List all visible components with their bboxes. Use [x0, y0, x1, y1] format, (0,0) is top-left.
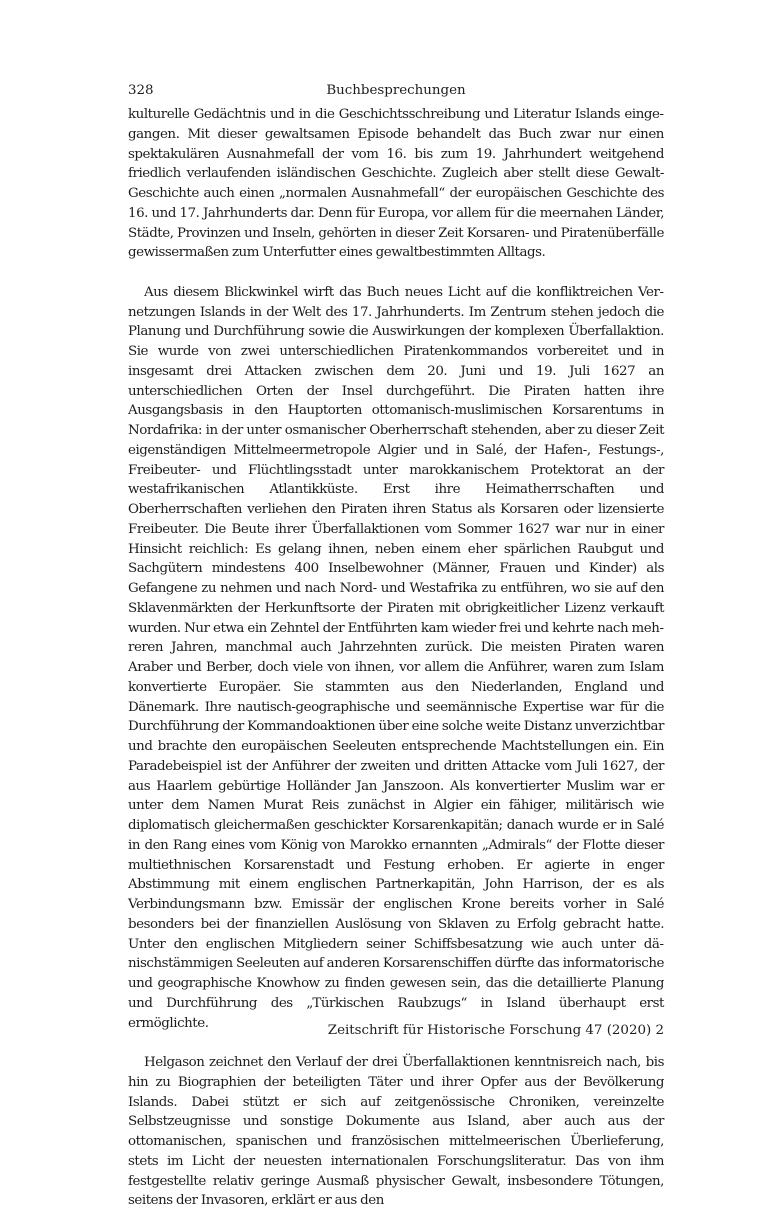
page-number: 328: [128, 83, 154, 98]
paragraph-continuation: kulturelle Gedächtnis und in die Geschichtsschreibung und Literatur Islands eingegangen. Mit dieser gewaltsamen Episode behandelt das Buch zwar nur einen spektakulären Ausnahmefall der vom 16. bis zum 19. Jahrhundert weitgehend friedlich verlaufenden isländischen Geschichte. Zugleich aber stellt diese Gewalt-Geschichte auch einen „normalen Ausnahmefall“ der europäischen Geschichte des 16. und 17. Jahrhunderts dar. Denn für Europa, vor allem für die meernahen Länder, Städte, Provinzen und Inseln, gehörten in dieser Zeit Korsaren- und Piratenüberfälle gewissermaßen zum Unterfutter eines gewaltbestimmten Alltags.: [128, 107, 664, 261]
page-content: [128, 80, 664, 1211]
paragraph-context: Aus diesem Blickwinkel wirft das Buch neues Licht auf die konfliktreichen Vernetzungen Islands in der Welt des 17. Jahrhunderts. Im Zentrum stehen jedoch die Planung und Durchführung sowie die Auswirkungen der komplexen Überfallaktion. Sie wurde von zwei unterschiedlichen Piratenkommandos vorbereitet und in insgesamt drei Attacken zwischen dem 20. Juni und 19. Juli 1627 an unterschiedlichen Orten der Insel durchgeführt. Die Piraten hatten ihre Ausgangsbasis in den Hauptorten ottomanisch-muslimischen Korsarentums in Nordafrika: in der unter osmanischer Oberherrschaft stehenden, aber zu dieser Zeit eigenständigen Mittelmeermetropole Algier und in Salé, der Hafen-, Festungs-, Freibeuter- und Flüchtlingsstadt unter marokkanischem Protektorat an der westafrikanischen Atlantikküste. Erst ihre Heimatherrschaften und Oberherrschaften verliehen den Piraten ihren Status als Korsaren oder lizensierte Freibeuter. Die Beute ihrer Überfallaktionen vom Sommer 1627 war nur in einer Hinsicht reichlich: Es gelang ihnen, neben einem eher spärlichen Raubgut und Sachgütern mindestens 400 Inselbewohner (Männer, Frauen und Kinder) als Gefangene zu nehmen und nach Nord- und Westafrika zu entführen, wo sie auf den Sklavenmärkten der Herkunftsorte der Piraten mit obrigkeitlicher Lizenz verkauft wurden. Nur etwa ein Zehntel der Entführten kam wieder frei und kehrte nach mehreren Jahren, manchmal auch Jahrzehnten zurück. Die meisten Piraten waren Araber und Berber, doch viele von ihnen, vor allem die Anführer, waren zum Islam konvertierte Europäer. Sie stammten aus den Niederlanden, England und Dänemark. Ihre nautisch-geographische und seemännische Expertise war für die Durchführung der Kommandoaktionen über eine solche weite Distanz unverzichtbar und brachte den europäischen Seeleuten entsprechende Machtstellungen ein. Ein Paradebeispiel ist der Anführer der zweiten und dritten Attacke vom Juli 1627, der aus Haarlem gebürtige Holländer Jan Janszoon. Als konvertierter Muslim war er unter dem Namen Murat Reis zunächst in Algier ein fähiger, militärisch wie diplomatisch gleichermaßen geschickter Korsarenkapitän; danach wurde er in Salé in den Rang eines vom König von Marokko ernannten „Admirals“ der Flotte dieser multiethnischen Korsarenstadt und Festung erhoben. Er agierte in enger Abstimmung mit einem englischen Partnerkapitän, John Harrison, der es als Verbindungsmann bzw. Emissär der englischen Krone bereits vorher in Salé besonders bei der finanziellen Auslösung von Sklaven zu Erfolg gebracht hatte. Unter den englischen Mitgliedern seiner Schiffsbesatzung wie auch unter dänischstämmigen Seeleuten auf anderen Korsarenschiffen dürfte das informatorische und geographische Knowhow zu finden gewesen sein, das die detaillierte Planung und Durchführung des „Türkischen Raubzugs“ in Island überhaupt erst ermöglichte.: [128, 284, 664, 1031]
section-title: Buchbesprechungen: [326, 83, 466, 98]
journal-footer: Zeitschrift für Historische Forschung 47 (2020) 2: [327, 1023, 664, 1038]
paragraph-helgason: Helgason zeichnet den Verlauf der drei Überfallaktionen kenntnisreich nach, bis hin zu Biographien der beteiligten Täter und ihrer Opfer aus der Bevölkerung Islands. Dabei stützt er sich auf zeitgenössische Chroniken, vereinzelte Selbstzeugnisse und sonstige Dokumente aus Island, aber auch aus der ottomanischen, spanischen und französischen mittelmeerischen Überlieferung, stets im Licht der neuesten internationalen Forschungsliteratur. Das von ihm festgestellte relativ geringe Ausmaß physischer Gewalt, insbesondere Tötungen, seitens der Invasoren, erklärt er aus den: [128, 1055, 664, 1209]
review-body: [128, 105, 664, 1211]
running-head: [128, 80, 664, 102]
